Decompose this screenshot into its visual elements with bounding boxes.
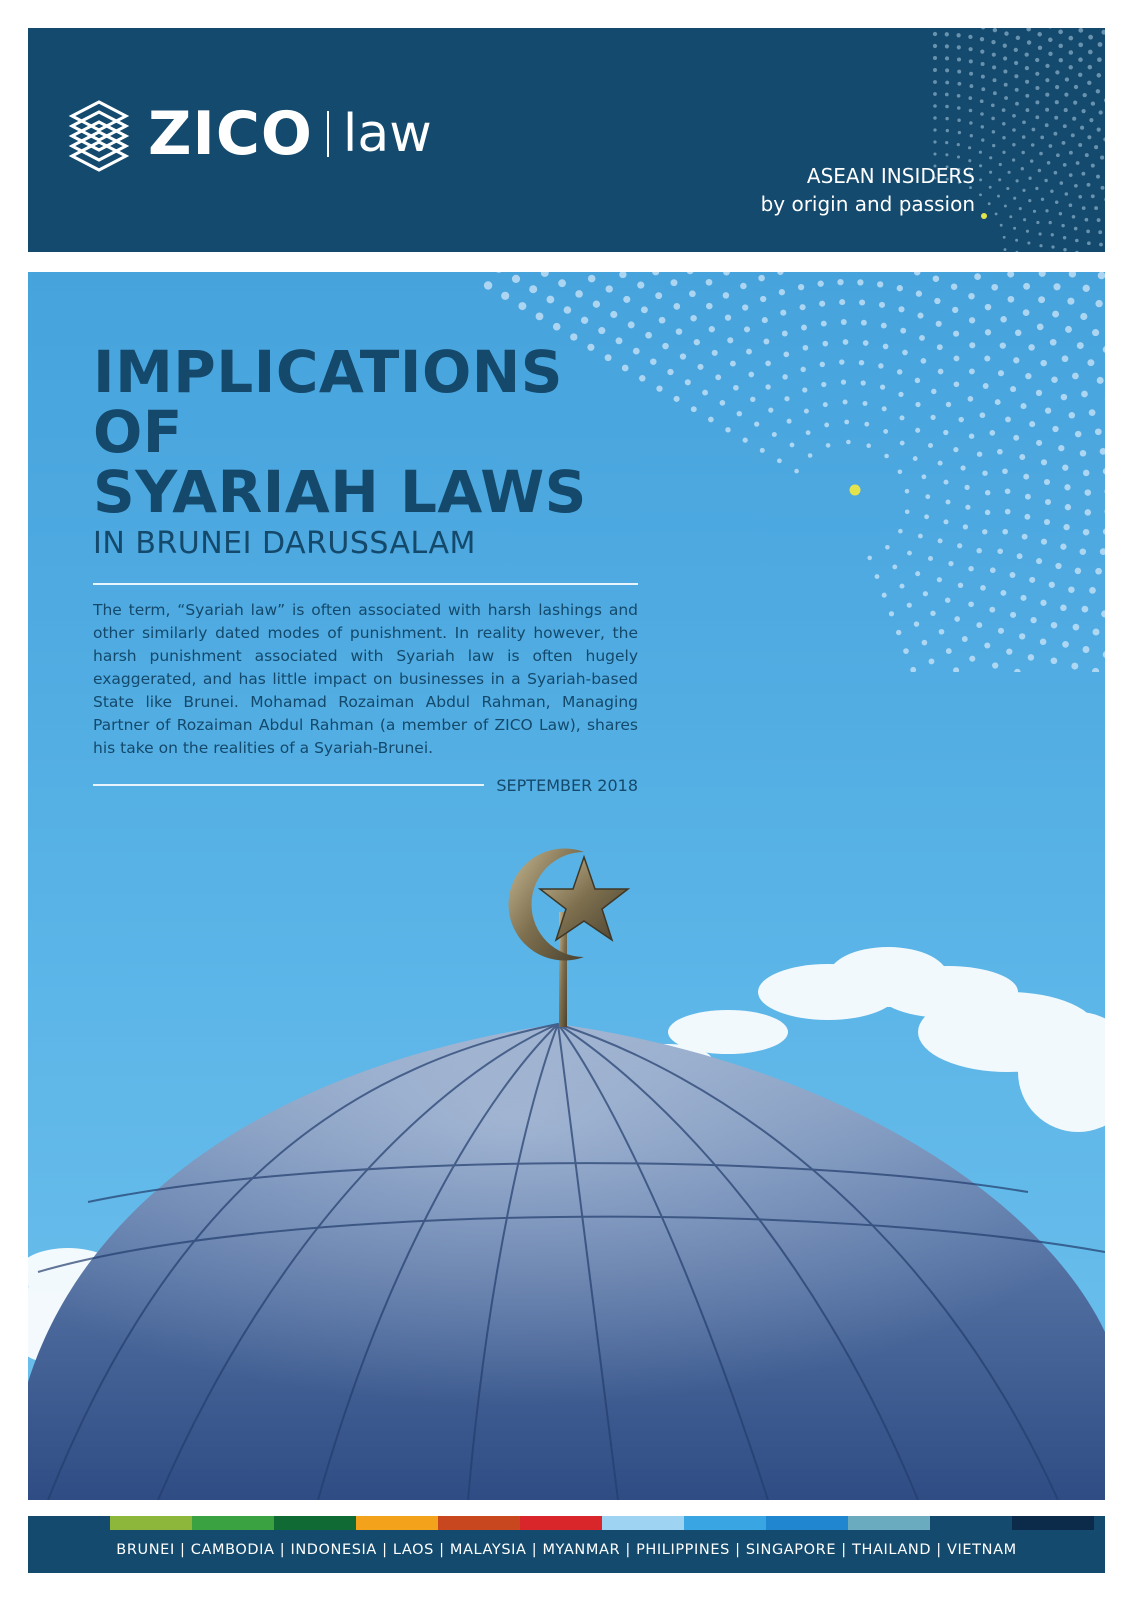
zico-logo[interactable] — [64, 94, 432, 174]
crescent-star-finial — [509, 849, 628, 961]
divider — [93, 583, 638, 585]
date-row — [93, 776, 638, 795]
color-stripe — [766, 1516, 848, 1530]
color-stripe — [684, 1516, 766, 1530]
zico-logo-icon — [64, 94, 134, 174]
intro-paragraph: The term, “Syariah law” is often associated with harsh lashings and other similarly dated modes of punishment. In reality however, the harsh punishment associated with Syariah law is often hugely exaggerated, and has little impact on businesses in a Syariah-based State like Brunei. Mohamad Rozaiman Abdul Rahman, Managing Partner of Rozaiman Abdul Rahman (a member of ZICO Law), shares his take on the realities of a Syariah-Brunei. — [93, 601, 638, 757]
color-stripe — [520, 1516, 602, 1530]
date-divider — [93, 784, 484, 786]
tagline — [761, 162, 975, 218]
country-list: BRUNEI | CAMBODIA | INDONESIA | LAOS | MALAYSIA | MYANMAR | PHILIPPINES | SINGAPORE | THAILAND | VIETNAM — [116, 1542, 1017, 1558]
color-stripe — [192, 1516, 274, 1530]
color-stripe — [274, 1516, 356, 1530]
color-stripe — [602, 1516, 684, 1530]
brand-name: ZICO — [148, 99, 313, 169]
color-stripe — [438, 1516, 520, 1530]
title-line1: IMPLICATIONS OF — [93, 338, 564, 466]
brand-divider — [327, 111, 329, 157]
subtitle: IN BRUNEI DARUSSALAM — [93, 526, 476, 561]
color-stripe — [930, 1516, 1012, 1530]
header-banner — [28, 28, 1105, 252]
tagline-accent-dot — [981, 213, 987, 219]
footer-bar — [28, 1516, 1105, 1573]
color-stripe — [356, 1516, 438, 1530]
tagline-line2: by origin and passion — [760, 192, 975, 216]
hero-cover — [28, 272, 1105, 1500]
color-stripe — [1012, 1516, 1094, 1530]
country-color-stripes — [110, 1516, 1094, 1530]
cover-text-block — [93, 338, 638, 795]
brand-sub: law — [342, 104, 432, 164]
accent-dot — [850, 485, 861, 496]
tagline-line1: ASEAN INSIDERS — [806, 164, 975, 188]
header-dot-pattern — [905, 28, 1105, 252]
title-line2: SYARIAH LAWS — [93, 458, 587, 526]
page-title — [93, 338, 638, 526]
publication-date: SEPTEMBER 2018 — [496, 775, 638, 795]
color-stripe — [848, 1516, 930, 1530]
color-stripe — [110, 1516, 192, 1530]
